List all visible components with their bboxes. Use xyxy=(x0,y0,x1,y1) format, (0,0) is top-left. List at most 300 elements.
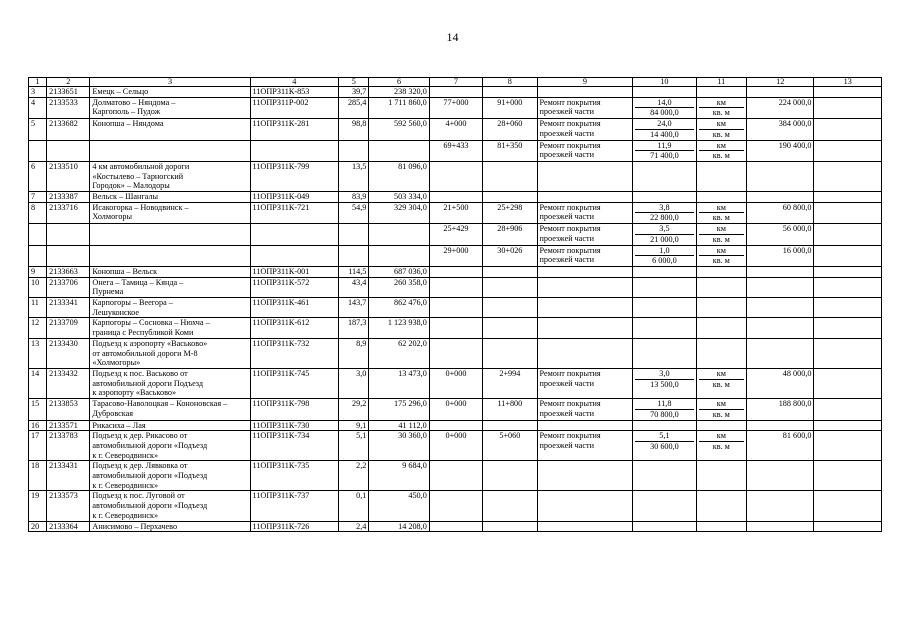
cell-line: Подъезд к пос. Луговой от xyxy=(92,491,185,501)
table-row xyxy=(29,491,882,521)
cell-line: км xyxy=(699,399,744,410)
cell-line: Тарасово-Наволоцкая – Кононовская – xyxy=(92,399,228,409)
road-id-cell: 11ОПРЗ11К-798 xyxy=(250,399,339,420)
row-number-cell: 3 xyxy=(29,87,47,98)
cell-line: 3,5 xyxy=(635,224,693,235)
column-13-cell xyxy=(814,298,882,318)
work-type-cell xyxy=(537,461,633,491)
cost-cell xyxy=(746,338,813,368)
row-number-cell: 5 xyxy=(29,119,47,140)
km-from-cell: 25+429 xyxy=(429,224,482,245)
km-from-cell xyxy=(429,277,482,297)
row-number-cell: 12 xyxy=(29,318,47,338)
road-code-cell xyxy=(47,140,90,161)
column-13-cell xyxy=(814,245,882,266)
road-name-cell xyxy=(90,140,250,161)
km-from-cell: 4+000 xyxy=(429,119,482,140)
work-volume-cell xyxy=(633,298,696,318)
cell-line: Городок» – Малодоры xyxy=(92,181,170,191)
length-cell: 43,4 xyxy=(339,277,369,297)
table-row xyxy=(29,298,882,318)
unit-cell xyxy=(696,87,746,98)
km-from-cell xyxy=(429,266,482,277)
km-to-cell xyxy=(483,87,537,98)
cell-line: Вельск – Шангалы xyxy=(92,192,159,202)
length-cell: 13,5 xyxy=(339,161,369,191)
cell-line: к г. Северодвинск» xyxy=(92,510,159,520)
table-row xyxy=(29,266,882,277)
cell-line: Ремонт покрытия xyxy=(539,97,601,107)
road-code-cell: 2133663 xyxy=(47,266,90,277)
road-id-cell: 11ОПРЗ11К-730 xyxy=(250,420,339,431)
road-name-cell xyxy=(90,368,250,398)
column-13-cell xyxy=(814,318,882,338)
km-from-cell xyxy=(429,298,482,318)
amount-cell: 450,0 xyxy=(369,491,429,521)
length-cell: 143,7 xyxy=(339,298,369,318)
cost-cell xyxy=(746,491,813,521)
road-name-cell xyxy=(90,399,250,420)
table-row xyxy=(29,338,882,368)
row-number-cell: 11 xyxy=(29,298,47,318)
cost-cell xyxy=(746,521,813,532)
cost-cell: 81 600,0 xyxy=(746,431,813,461)
km-to-cell: 28+906 xyxy=(483,224,537,245)
table-row xyxy=(29,461,882,491)
column-13-cell xyxy=(814,431,882,461)
length-cell: 2,2 xyxy=(339,461,369,491)
work-volume-cell xyxy=(633,277,696,297)
cost-cell xyxy=(746,277,813,297)
length-cell: 2,4 xyxy=(339,521,369,532)
unit-cell xyxy=(696,277,746,297)
table-row xyxy=(29,368,882,398)
amount-cell: 62 202,0 xyxy=(369,338,429,368)
km-to-cell xyxy=(483,420,537,431)
cell-line: проезжей части xyxy=(539,378,594,388)
cell-line: кв. м xyxy=(712,213,730,223)
road-code-cell xyxy=(47,224,90,245)
column-13-cell xyxy=(814,399,882,420)
km-from-cell xyxy=(429,192,482,203)
amount-cell: 862 476,0 xyxy=(369,298,429,318)
cell-line: проезжей части xyxy=(539,408,594,418)
table-subrow xyxy=(29,245,882,266)
row-number-cell: 4 xyxy=(29,97,47,118)
length-cell xyxy=(339,140,369,161)
row-number-cell xyxy=(29,140,47,161)
road-name-cell xyxy=(90,224,250,245)
cell-line: 30 600,0 xyxy=(650,441,679,451)
road-code-cell xyxy=(47,245,90,266)
cell-line: Ремонт покрытия xyxy=(539,245,601,255)
length-cell: 83,9 xyxy=(339,192,369,203)
cell-line: 6 000,0 xyxy=(652,256,677,266)
cell-line: Холмогоры xyxy=(92,212,133,222)
cell-line: Карпогоры – Сосновка – Нюхча – xyxy=(92,318,210,328)
cell-line: 14 400,0 xyxy=(650,129,679,139)
cell-line: Ремонт покрытия xyxy=(539,202,601,212)
table-row xyxy=(29,202,882,223)
km-to-cell xyxy=(483,298,537,318)
cell-line: Анисимово – Перхачево xyxy=(92,521,178,531)
amount-cell xyxy=(369,140,429,161)
table-row xyxy=(29,192,882,203)
work-volume-cell xyxy=(633,140,696,161)
column-13-cell xyxy=(814,161,882,191)
length-cell xyxy=(339,224,369,245)
road-id-cell: 11ОПРЗ11К-049 xyxy=(250,192,339,203)
cell-line: Ремонт покрытия xyxy=(539,368,601,378)
table-subrow xyxy=(29,224,882,245)
work-type-cell xyxy=(537,318,633,338)
cell-line: 11,9 xyxy=(635,141,693,152)
road-code-cell: 2133432 xyxy=(47,368,90,398)
cell-line: к аэропорту «Васьково» xyxy=(92,388,177,398)
cost-cell: 384 000,0 xyxy=(746,119,813,140)
cell-line: проезжей части xyxy=(539,440,594,450)
cell-line: кв. м xyxy=(712,234,730,244)
table-row xyxy=(29,87,882,98)
row-number-cell xyxy=(29,245,47,266)
road-id-cell: 11ОПРЗ11К-721 xyxy=(250,202,339,223)
unit-cell xyxy=(696,224,746,245)
road-code-cell: 2133431 xyxy=(47,461,90,491)
cost-cell: 48 000,0 xyxy=(746,368,813,398)
column-13-cell xyxy=(814,87,882,98)
cell-line: Долматово – Няндома – xyxy=(92,97,176,107)
road-name-cell xyxy=(90,277,250,297)
work-volume-cell xyxy=(633,521,696,532)
work-type-cell xyxy=(537,97,633,118)
unit-cell xyxy=(696,420,746,431)
row-number-cell: 16 xyxy=(29,420,47,431)
column-number-header: 5 xyxy=(339,78,369,87)
road-code-cell: 2133716 xyxy=(47,202,90,223)
cell-line: проезжей части xyxy=(539,255,594,265)
table-row xyxy=(29,521,882,532)
amount-cell: 1 711 860,0 xyxy=(369,97,429,118)
cell-line: проезжей части xyxy=(539,212,594,222)
road-name-cell xyxy=(90,338,250,368)
road-name-cell xyxy=(90,245,250,266)
work-volume-cell xyxy=(633,192,696,203)
column-13-cell xyxy=(814,192,882,203)
table-row xyxy=(29,431,882,461)
cell-line: кв. м xyxy=(712,108,730,118)
table-row xyxy=(29,277,882,297)
cell-line: «Костылево – Тарногский xyxy=(92,171,184,181)
length-cell: 3,0 xyxy=(339,368,369,398)
row-number-cell: 15 xyxy=(29,399,47,420)
row-number-cell: 13 xyxy=(29,338,47,368)
km-to-cell xyxy=(483,491,537,521)
road-id-cell xyxy=(250,140,339,161)
table-row xyxy=(29,318,882,338)
work-type-cell xyxy=(537,298,633,318)
unit-cell xyxy=(696,368,746,398)
column-number-header: 11 xyxy=(696,78,746,87)
road-id-cell: 11ОПРЗ11К-853 xyxy=(250,87,339,98)
road-name-cell xyxy=(90,119,250,140)
cell-line: к г. Северодвинск» xyxy=(92,480,159,490)
work-volume-cell xyxy=(633,491,696,521)
cell-line: кв. м xyxy=(712,256,730,266)
length-cell: 98,8 xyxy=(339,119,369,140)
road-name-cell xyxy=(90,318,250,338)
km-to-cell xyxy=(483,277,537,297)
amount-cell: 238 320,0 xyxy=(369,87,429,98)
length-cell xyxy=(339,245,369,266)
unit-cell xyxy=(696,140,746,161)
km-from-cell: 77+000 xyxy=(429,97,482,118)
cell-line: км xyxy=(699,119,744,130)
cell-line: автомобильной дороги «Подъезд xyxy=(92,440,208,450)
unit-cell xyxy=(696,461,746,491)
unit-cell xyxy=(696,521,746,532)
cell-line: 13 500,0 xyxy=(650,379,679,389)
work-type-cell xyxy=(537,202,633,223)
amount-cell xyxy=(369,224,429,245)
length-cell: 8,9 xyxy=(339,338,369,368)
work-type-cell xyxy=(537,119,633,140)
cell-line: проезжей части xyxy=(539,107,594,117)
amount-cell: 9 684,0 xyxy=(369,461,429,491)
km-to-cell xyxy=(483,266,537,277)
cell-line: Ремонт покрытия xyxy=(539,119,601,129)
km-to-cell xyxy=(483,338,537,368)
road-id-cell: 11ОПРЗ11К-745 xyxy=(250,368,339,398)
road-code-cell: 2133341 xyxy=(47,298,90,318)
row-number-cell: 14 xyxy=(29,368,47,398)
cell-line: Исакогорка – Новодвинск – xyxy=(92,202,189,212)
road-name-cell xyxy=(90,192,250,203)
km-from-cell: 0+000 xyxy=(429,431,482,461)
cell-line: Каргополь – Пудож xyxy=(92,107,161,117)
cell-line: 3,8 xyxy=(635,203,693,214)
cell-line: км xyxy=(699,141,744,152)
work-volume-cell xyxy=(633,161,696,191)
cell-line: Конопша – Няндома xyxy=(92,119,164,129)
road-id-cell xyxy=(250,224,339,245)
cost-cell: 224 000,0 xyxy=(746,97,813,118)
km-from-cell: 29+000 xyxy=(429,245,482,266)
header-row xyxy=(29,78,882,87)
unit-cell xyxy=(696,318,746,338)
column-13-cell xyxy=(814,266,882,277)
work-type-cell xyxy=(537,338,633,368)
road-name-cell xyxy=(90,431,250,461)
cell-line: Подъезд к дер. Рикасово от xyxy=(92,431,188,441)
work-type-cell xyxy=(537,277,633,297)
work-volume-cell xyxy=(633,318,696,338)
length-cell: 285,4 xyxy=(339,97,369,118)
road-name-cell xyxy=(90,266,250,277)
km-from-cell xyxy=(429,521,482,532)
km-from-cell: 0+000 xyxy=(429,399,482,420)
work-type-cell xyxy=(537,431,633,461)
road-code-cell: 2133573 xyxy=(47,491,90,521)
column-13-cell xyxy=(814,202,882,223)
cell-line: Ремонт покрытия xyxy=(539,399,601,409)
length-cell: 9,1 xyxy=(339,420,369,431)
road-works-table xyxy=(28,77,882,532)
km-to-cell: 5+060 xyxy=(483,431,537,461)
cell-line: Подъезд к дер. Лявковка от xyxy=(92,461,188,471)
work-type-cell xyxy=(537,161,633,191)
road-name-cell xyxy=(90,97,250,118)
road-code-cell: 2133387 xyxy=(47,192,90,203)
km-to-cell: 30+026 xyxy=(483,245,537,266)
column-13-cell xyxy=(814,97,882,118)
work-type-cell xyxy=(537,140,633,161)
cell-line: 24,0 xyxy=(635,119,693,130)
km-from-cell xyxy=(429,420,482,431)
length-cell: 54,9 xyxy=(339,202,369,223)
unit-cell xyxy=(696,298,746,318)
row-number-cell xyxy=(29,224,47,245)
cell-line: 14,0 xyxy=(635,98,693,109)
page-number: 14 xyxy=(446,30,459,44)
table-row xyxy=(29,161,882,191)
work-type-cell xyxy=(537,224,633,245)
table-row xyxy=(29,420,882,431)
cell-line: Конопша – Вельск xyxy=(92,266,158,276)
km-to-cell: 11+800 xyxy=(483,399,537,420)
cell-line: 21 000,0 xyxy=(650,234,679,244)
cost-cell xyxy=(746,298,813,318)
road-code-cell: 2133510 xyxy=(47,161,90,191)
column-number-header: 7 xyxy=(429,78,482,87)
km-to-cell xyxy=(483,461,537,491)
cost-cell: 56 000,0 xyxy=(746,224,813,245)
column-13-cell xyxy=(814,461,882,491)
cell-line: км xyxy=(699,431,744,442)
column-13-cell xyxy=(814,521,882,532)
road-id-cell: 11ОПРЗ11К-735 xyxy=(250,461,339,491)
km-from-cell: 21+500 xyxy=(429,202,482,223)
cell-line: Пурнема xyxy=(92,287,124,297)
column-number-header: 8 xyxy=(483,78,537,87)
cell-line: 5,1 xyxy=(635,431,693,442)
work-type-cell xyxy=(537,192,633,203)
road-code-cell: 2133430 xyxy=(47,338,90,368)
km-from-cell xyxy=(429,87,482,98)
cell-line: кв. м xyxy=(712,409,730,419)
amount-cell: 14 208,0 xyxy=(369,521,429,532)
road-id-cell: 11ОПРЗ11Р-002 xyxy=(250,97,339,118)
cell-line: 22 800,0 xyxy=(650,213,679,223)
column-number-header: 13 xyxy=(814,78,882,87)
work-volume-cell xyxy=(633,119,696,140)
column-number-header: 1 xyxy=(29,78,47,87)
unit-cell xyxy=(696,266,746,277)
length-cell: 0,1 xyxy=(339,491,369,521)
road-id-cell xyxy=(250,245,339,266)
cell-line: Подъезд к пос. Васьково от xyxy=(92,368,188,378)
work-volume-cell xyxy=(633,399,696,420)
column-number-header: 6 xyxy=(369,78,429,87)
cell-line: кв. м xyxy=(712,129,730,139)
amount-cell: 81 096,0 xyxy=(369,161,429,191)
work-type-cell xyxy=(537,420,633,431)
cell-line: Ремонт покрытия xyxy=(539,431,601,441)
cell-line: Рикасиха – Лая xyxy=(92,420,146,430)
cell-line: проезжей части xyxy=(539,150,594,160)
unit-cell xyxy=(696,161,746,191)
road-code-cell: 2133571 xyxy=(47,420,90,431)
work-type-cell xyxy=(537,491,633,521)
road-code-cell: 2133706 xyxy=(47,277,90,297)
cell-line: Ремонт покрытия xyxy=(539,140,601,150)
length-cell: 187,3 xyxy=(339,318,369,338)
cell-line: 84 000,0 xyxy=(650,108,679,118)
road-name-cell xyxy=(90,87,250,98)
work-volume-cell xyxy=(633,202,696,223)
cost-cell: 190 400,0 xyxy=(746,140,813,161)
road-id-cell: 11ОПРЗ11К-726 xyxy=(250,521,339,532)
table-row xyxy=(29,119,882,140)
km-to-cell xyxy=(483,521,537,532)
work-volume-cell xyxy=(633,461,696,491)
cell-line: проезжей части xyxy=(539,233,594,243)
cell-line: 71 400,0 xyxy=(650,151,679,161)
cell-line: Ремонт покрытия xyxy=(539,224,601,234)
unit-cell xyxy=(696,97,746,118)
row-number-cell: 20 xyxy=(29,521,47,532)
work-volume-cell xyxy=(633,245,696,266)
amount-cell: 260 358,0 xyxy=(369,277,429,297)
cell-line: Лешуконское xyxy=(92,307,140,317)
cost-cell: 188 800,0 xyxy=(746,399,813,420)
column-13-cell xyxy=(814,224,882,245)
road-code-cell: 2133533 xyxy=(47,97,90,118)
work-volume-cell xyxy=(633,368,696,398)
column-number-header: 9 xyxy=(537,78,633,87)
road-name-cell xyxy=(90,491,250,521)
cell-line: км xyxy=(699,246,744,257)
work-volume-cell xyxy=(633,338,696,368)
row-number-cell: 7 xyxy=(29,192,47,203)
cell-line: «Холмогоры» xyxy=(92,358,141,368)
work-type-cell xyxy=(537,368,633,398)
column-number-header: 12 xyxy=(746,78,813,87)
work-type-cell xyxy=(537,245,633,266)
road-id-cell: 11ОПРЗ11К-281 xyxy=(250,119,339,140)
work-type-cell xyxy=(537,87,633,98)
km-to-cell xyxy=(483,161,537,191)
length-cell: 29,2 xyxy=(339,399,369,420)
road-code-cell: 2133651 xyxy=(47,87,90,98)
road-name-cell xyxy=(90,202,250,223)
km-from-cell xyxy=(429,338,482,368)
km-to-cell: 91+000 xyxy=(483,97,537,118)
length-cell: 114,5 xyxy=(339,266,369,277)
work-volume-cell xyxy=(633,224,696,245)
column-13-cell xyxy=(814,491,882,521)
cell-line: кв. м xyxy=(712,441,730,451)
km-from-cell: 69+433 xyxy=(429,140,482,161)
road-name-cell xyxy=(90,161,250,191)
amount-cell: 1 123 938,0 xyxy=(369,318,429,338)
work-type-cell xyxy=(537,399,633,420)
cell-line: граница с Республикой Коми xyxy=(92,328,194,338)
unit-cell xyxy=(696,192,746,203)
cell-line: 1,0 xyxy=(635,246,693,257)
row-number-cell: 18 xyxy=(29,461,47,491)
amount-cell: 175 296,0 xyxy=(369,399,429,420)
km-from-cell xyxy=(429,491,482,521)
